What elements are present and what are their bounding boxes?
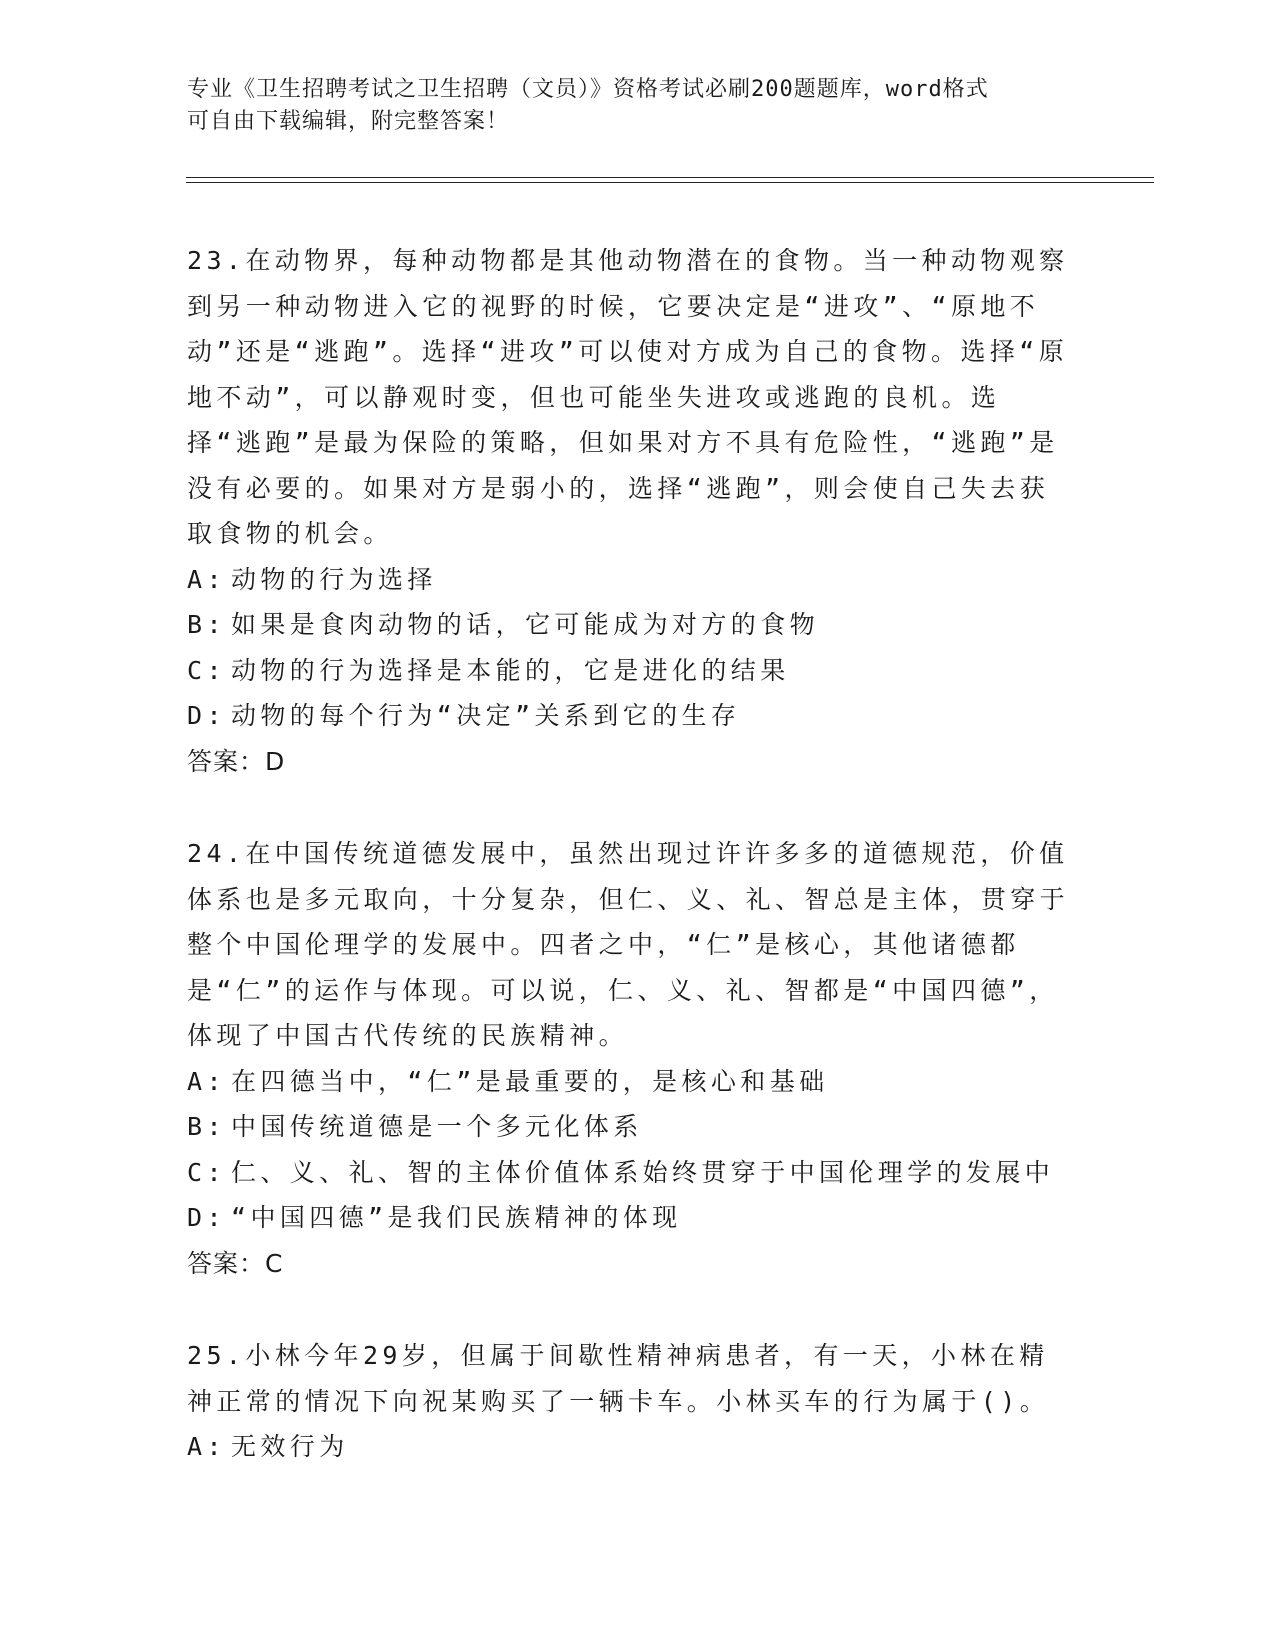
option-label: B: bbox=[187, 610, 226, 639]
header-line-2: 可自由下载编辑，附完整答案！ bbox=[187, 109, 510, 134]
answer-text: 答案：C bbox=[187, 1248, 284, 1278]
option-text: 仁、义、礼、智的主体价值体系始终贯穿于中国伦理学的发展中 bbox=[231, 1157, 1055, 1187]
question-text: 24.在中国传统道德发展中，虽然出现过许许多多的道德规范，价值体系也是多元取向，十分复杂，但仁、义、礼、智总是主体，贯穿于整个中国伦理学的发展中。四者之中，“仁”是核心，其他诸德都是“仁”的运作与体现。可以说，仁、义、礼、智都是“中国四德”，体现了中国古代传统的民族精神。 bbox=[187, 839, 1070, 1050]
option-label: B: bbox=[187, 1112, 226, 1141]
question-text: 23.在动物界，每种动物都是其他动物潜在的食物。当一种动物观察到另一种动物进入它的视野的时候，它要决定是“进攻”、“原地不动”还是“逃跑”。选择“进攻”可以使对方成为自己的食物。选择“原地不动”，可以静观时变，但也可能坐失进攻或逃跑的良机。选择“逃跑”是最为保险的策略，但如果对方不具有危险性，“逃跑”是没有必要的。如果对方是弱小的，选择“逃跑”，则会使自己失去获取食物的机会。 bbox=[187, 246, 1069, 548]
option-d bbox=[187, 1195, 1077, 1241]
option-d bbox=[187, 693, 1077, 739]
option-label: C: bbox=[187, 1157, 226, 1187]
option-label: A: bbox=[187, 1066, 226, 1096]
question-item bbox=[187, 831, 1077, 1286]
option-label: D: bbox=[187, 701, 226, 730]
option-text: 动物的每个行为“决定”关系到它的生存 bbox=[231, 701, 741, 730]
option-text: 动物的行为选择是本能的，它是进化的结果 bbox=[231, 655, 790, 685]
option-label: A: bbox=[187, 564, 226, 594]
option-text: 中国传统道德是一个多元化体系 bbox=[231, 1112, 643, 1141]
option-c bbox=[187, 1150, 1077, 1196]
question-item bbox=[187, 238, 1077, 784]
document-header bbox=[187, 74, 1067, 138]
option-a bbox=[187, 1059, 1077, 1105]
option-text: “中国四德”是我们民族精神的体现 bbox=[231, 1203, 682, 1232]
option-text: 无效行为 bbox=[231, 1432, 349, 1461]
option-b bbox=[187, 602, 1077, 648]
answer-text: 答案：D bbox=[187, 746, 286, 776]
option-a bbox=[187, 557, 1077, 603]
option-text: 动物的行为选择 bbox=[231, 564, 437, 594]
option-c bbox=[187, 648, 1077, 694]
option-text: 在四德当中，“仁”是最重要的，是核心和基础 bbox=[231, 1066, 829, 1096]
option-label: C: bbox=[187, 655, 226, 685]
option-b bbox=[187, 1104, 1077, 1150]
option-label: A: bbox=[187, 1432, 226, 1461]
question-list bbox=[187, 238, 1077, 1517]
question-item bbox=[187, 1333, 1077, 1470]
question-text: 25.小林今年29岁，但属于间歇性精神病患者，有一天，小林在精神正常的情况下向祝某购买了一辆卡车。小林买车的行为属于()。 bbox=[187, 1341, 1050, 1416]
header-divider-bottom bbox=[186, 182, 1154, 183]
option-a bbox=[187, 1424, 1077, 1470]
option-label: D: bbox=[187, 1203, 226, 1232]
option-text: 如果是食肉动物的话，它可能成为对方的食物 bbox=[231, 610, 820, 639]
header-line-1: 专业《卫生招聘考试之卫生招聘（文员）》资格考试必刷200题题库，word格式 bbox=[187, 77, 989, 102]
header-divider-top bbox=[186, 177, 1154, 178]
